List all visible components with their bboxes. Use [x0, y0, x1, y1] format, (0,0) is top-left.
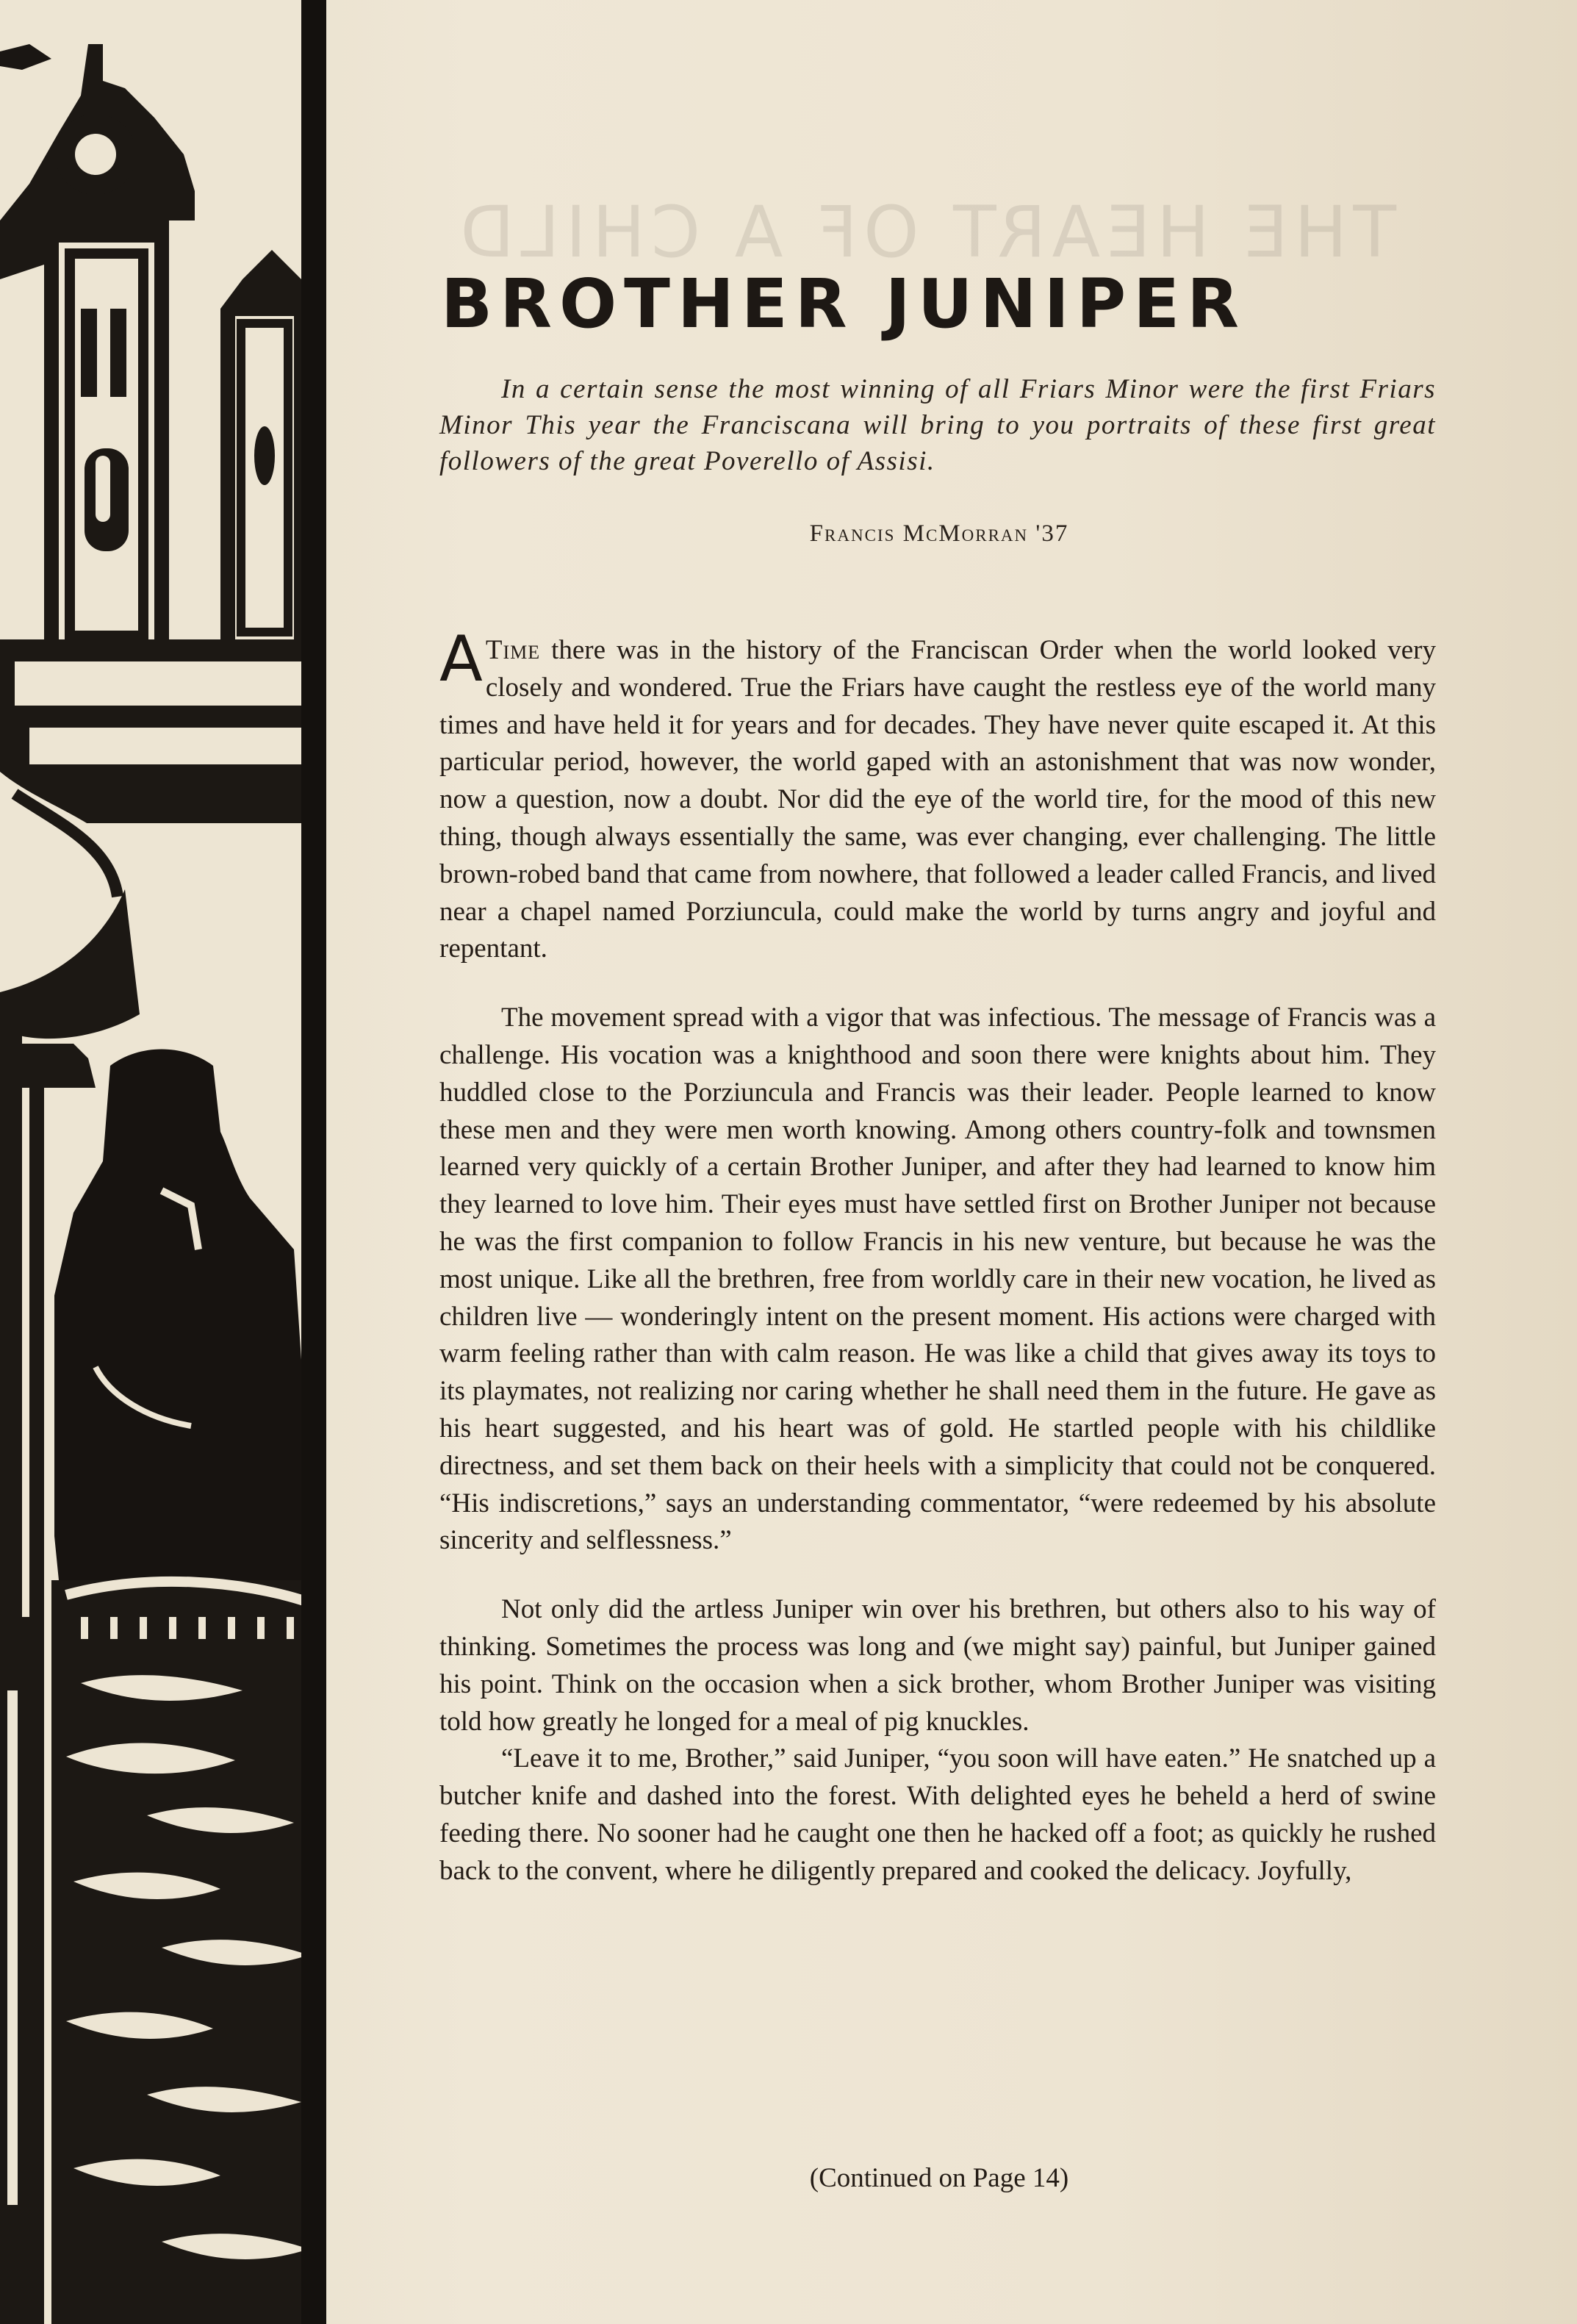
paragraph-4: “Leave it to me, Brother,” said Juniper, “you soon will have eaten.” He snatched up a butcher knife and dashed into the forest. With delighted eyes he beheld a herd of swine feeding there. No sooner had he caught one then he hacked off a foot; as quickly he rushed back to the convent, where he diligently prepared and cooked the delicacy. Joyfully, [439, 1743, 1436, 1886]
article-intro: In a certain sense the most winning of all Friars Minor were the first Friars Minor This year the Franciscana will bring to you portraits of these first great followers of the great Poverello of Assisi. [439, 374, 1436, 476]
woodcut-church-friar-image [0, 0, 328, 2324]
drop-cap: A [439, 623, 483, 696]
paragraph-1 [439, 623, 1436, 968]
paragraph-3: Not only did the artless Juniper win over his brethren, but others also to his way of thinking. Sometimes the process was long and (we might say) painful, but Juniper gained his point. Think on the occasion when a sick brother, whom Brother Juniper was visiting told how greatly he longed for a meal of pig knuckles. [439, 1594, 1436, 1737]
article-body [439, 623, 1436, 1890]
show-through-text: THE HEART OF A CHILD [454, 191, 1396, 273]
first-word: Time [485, 635, 541, 665]
continued-note: (Continued on Page 14) [809, 2163, 1069, 2193]
paragraph-2: The movement spread with a vigor that was infectious. The message of Francis was a challenge. His vocation was a knighthood and soon there were knights about him. They huddled close to the Porziuncula and Francis was their leader. People learned to know these men and they were men worth knowing. Among others country-folk and townsmen learned very quickly of a certain Brother Juniper, and after they had learned to know him they learned to love him. Their eyes must have settled first on Brother Juniper not because he was the first companion to follow Francis in his new venture, but because he was the most unique. Like all the brethren, free from worldly care in their new vocation, he lived as children live — wonderingly intent on the present moment. His actions were charged with warm feeling rather than with calm reason. He was like a child that gives away its toys to its playmates, not realizing nor caring whether he shall need them in the future. He gave as his heart suggested, and his heart was of gold. He startled people with his childlike directness, and set them back on their heels with a simplicity that could not be conquered. “His indiscretions,” says an understanding commentator, “were redeemed by his absolute sincerity and selflessness.” [439, 1003, 1436, 1556]
article-title: BROTHER JUNIPER [441, 265, 1246, 343]
woodcut-illustration [0, 0, 328, 2324]
paragraph-1-text: there was in the history of the Franciscan Order when the world looked very closely and wondered. True the Friars have caught the restless eye of the world many times and have held it for years and for decades. They have never quite escaped it. At this particular period, however, the world gaped with an astonishment that was now wonder, now a question, now a doubt. Nor did the eye of the world tire, for the mood of this new thing, though always essentially the same, was ever changing, ever challenging. The little brown-robed band that came from nowhere, that followed a leader called Francis, and lived near a chapel named Porziuncula, could make the world by turns angry and joyful and repentant. [439, 635, 1436, 964]
author-byline: Francis McMorran '37 [809, 520, 1069, 547]
